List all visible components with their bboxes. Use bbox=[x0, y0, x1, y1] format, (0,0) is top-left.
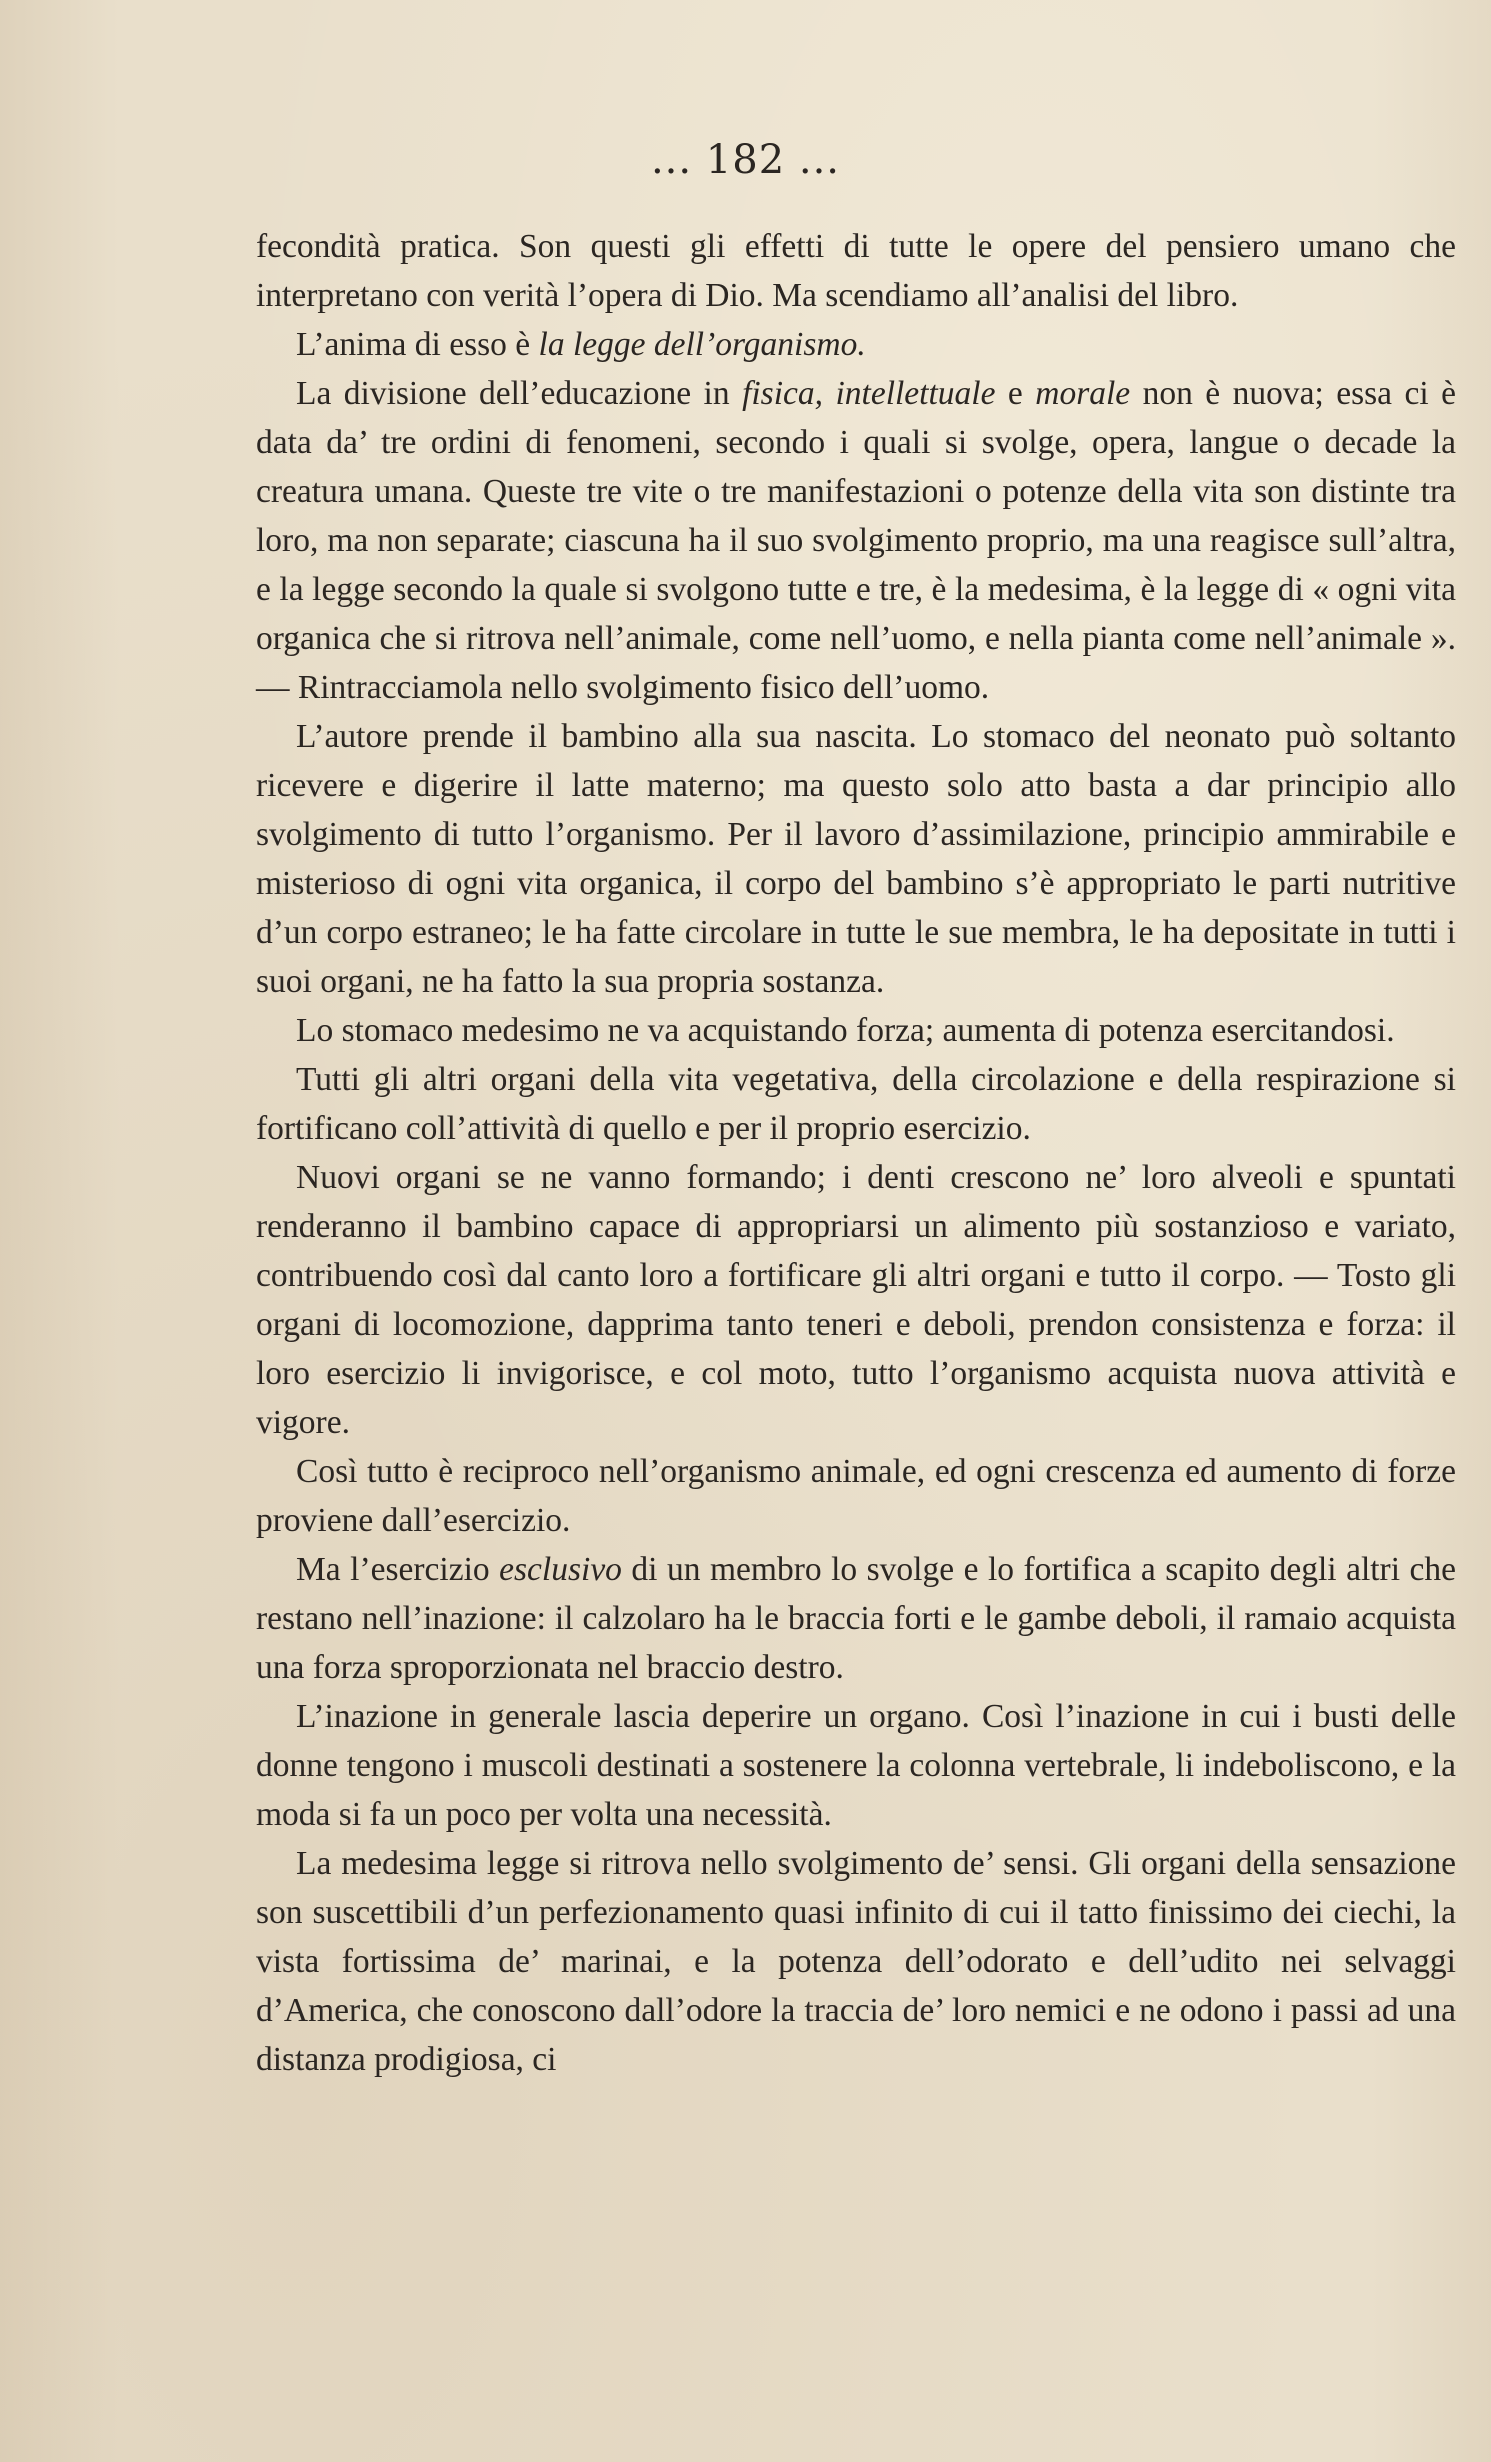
body-text bbox=[256, 222, 1456, 2084]
text-span: Tutti gli altri organi della vita vegetativa, della circolazione e della respirazione si fortificano coll’attività di quello e per il proprio esercizio. bbox=[256, 1061, 1456, 1147]
italic-span: esclusivo bbox=[499, 1551, 622, 1588]
text-span: Nuovi organi se ne vanno formando; i denti crescono ne’ loro alveoli e spuntati renderanno il bambino capace di appropriarsi un alimento più sostanzioso e variato, contribuendo così dal canto loro a fortificare gli altri organi e tutto il corpo. — Tosto gli organi di locomozione, dapprima tanto teneri e deboli, prendon consistenza e forza: il loro esercizio li invigorisce, e col moto, tutto l’organismo acquista nuova attività e vigore. bbox=[256, 1159, 1456, 1441]
paragraph-4 bbox=[256, 712, 1456, 1006]
text-span: La divisione dell’educazione in bbox=[296, 375, 743, 412]
text-span: fecondità pratica. Son questi gli effetti di tutte le opere del pensiero umano che interpretano con verità l’opera di Dio. Ma scendiamo all’analisi del libro. bbox=[256, 228, 1456, 314]
text-span: Lo stomaco medesimo ne va acquistando forza; aumenta di potenza esercitandosi. bbox=[296, 1012, 1395, 1049]
text-span: e bbox=[995, 375, 1036, 412]
paragraph-10 bbox=[256, 1692, 1456, 1839]
italic-span: morale bbox=[1035, 375, 1131, 412]
text-span: non è nuova; essa ci è data da’ tre ordini di fenomeni, secondo i quali si svolge, opera, langue o decade la creatura umana. Queste tre vite o tre manifestazioni o potenze della vita son distinte tra loro, ma non separate; ciascuna ha il suo svolgimento proprio, ma una reagisce sull’altra, e la legge secondo la quale si svolgono tutte e tre, è la medesima, è la legge di « ogni vita organica che si ritrova nell’animale, come nell’uomo, e nella pianta come nell’animale ». — Rintracciamola nello svolgimento fisico dell’uomo. bbox=[256, 375, 1456, 706]
italic-span: la legge dell’organismo. bbox=[538, 326, 866, 363]
text-span: L’autore prende il bambino alla sua nascita. Lo stomaco del neonato può soltanto ricevere e digerire il latte materno; ma questo solo atto basta a dar principio allo svolgimento di tutto l’organismo. Per il lavoro d’assimilazione, principio ammirabile e misterioso di ogni vita organica, il corpo del bambino s’è appropriato le parti nutritive d’un corpo estraneo; le ha fatte circolare in tutte le sue membra, le ha depositate in tutti i suoi organi, ne ha fatto la sua propria sostanza. bbox=[256, 718, 1456, 1000]
text-span: La medesima legge si ritrova nello svolgimento de’ sensi. Gli organi della sensazione son suscettibili d’un perfezionamento quasi infinito di cui il tatto finissimo dei ciechi, la vista fortissima de’ marinai, e la potenza dell’odorato e dell’udito nei selvaggi d’America, che conoscono dall’odore la traccia de’ loro nemici e ne odono i passi ad una distanza prodigiosa, ci bbox=[256, 1845, 1456, 2078]
text-span: Ma l’esercizio bbox=[296, 1551, 500, 1588]
paragraph-5 bbox=[256, 1006, 1456, 1055]
paragraph-9 bbox=[256, 1545, 1456, 1692]
paragraph-6 bbox=[256, 1055, 1456, 1153]
paragraph-7 bbox=[256, 1153, 1456, 1447]
italic-span: fisica, intellettuale bbox=[742, 375, 996, 412]
paragraph-1 bbox=[256, 222, 1456, 320]
text-span: L’inazione in generale lascia deperire un organo. Così l’inazione in cui i busti delle donne tengono i muscoli destinati a sostenere la colonna vertebrale, li indeboliscono, e la moda si fa un poco per volta una necessità. bbox=[256, 1698, 1456, 1833]
paragraph-2 bbox=[256, 320, 1456, 369]
page-number: ... 182 ... bbox=[650, 137, 841, 183]
text-span: L’anima di esso è bbox=[296, 326, 539, 363]
paragraph-11 bbox=[256, 1839, 1456, 2084]
paragraph-8 bbox=[256, 1447, 1456, 1545]
text-span: di un membro lo svolge e lo fortifica a scapito degli altri che restano nell’inazione: il calzolaro ha le braccia forti e le gambe deboli, il ramaio acquista una forza sproporzionata nel braccio destro. bbox=[256, 1551, 1456, 1686]
paragraph-3 bbox=[256, 369, 1456, 712]
text-span: Così tutto è reciproco nell’organismo animale, ed ogni crescenza ed aumento di forze proviene dall’esercizio. bbox=[256, 1453, 1456, 1539]
